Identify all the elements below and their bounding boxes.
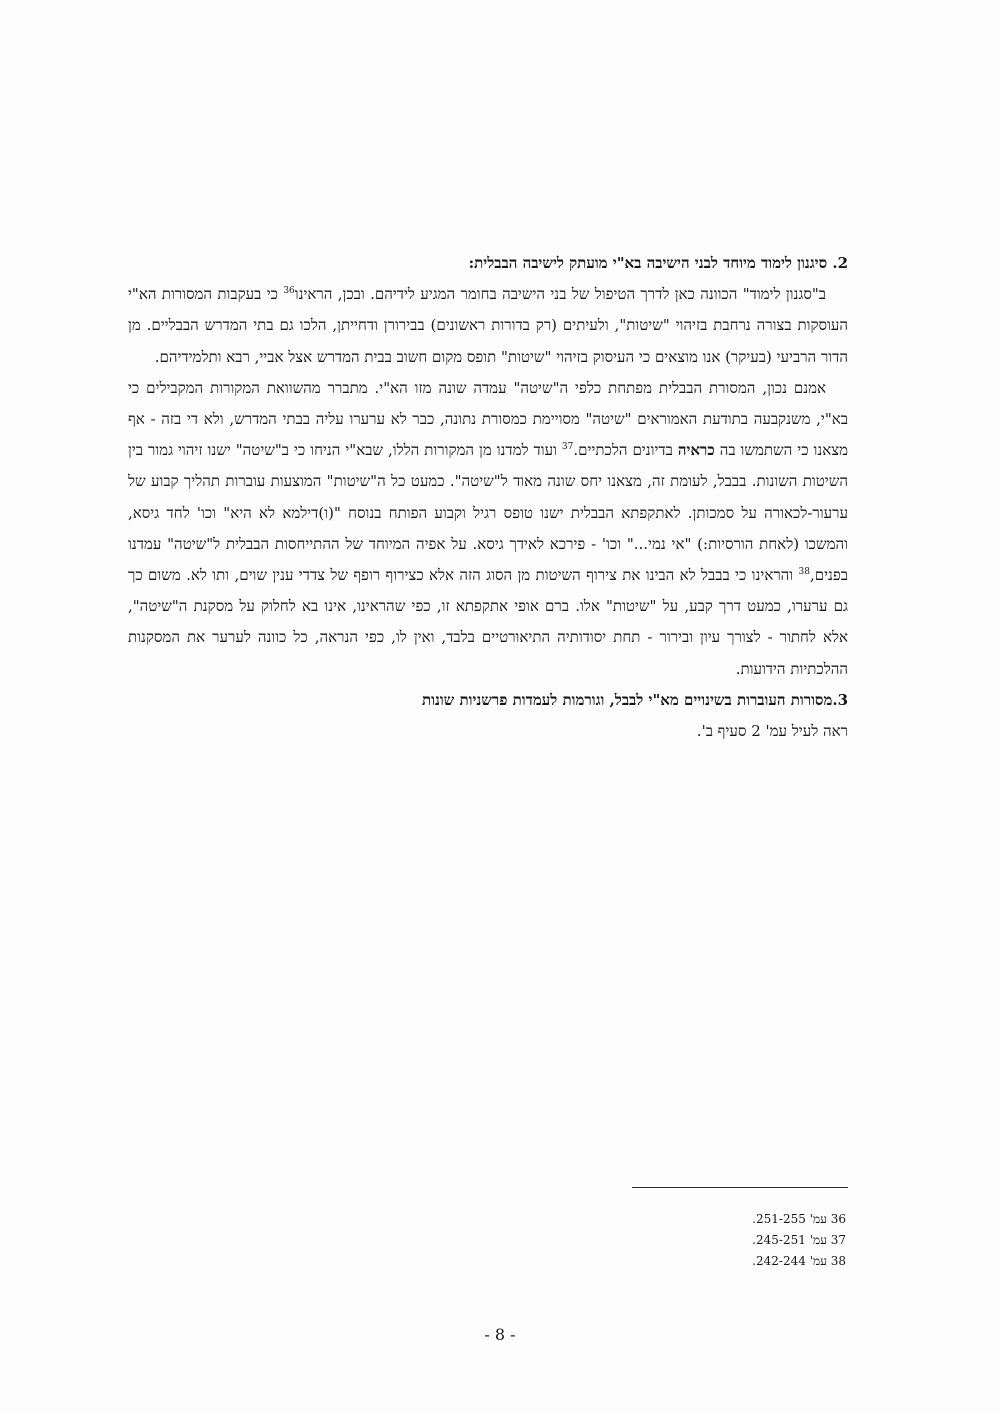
section-2-paragraph-2 [128,373,848,685]
footnote-ref-37[interactable]: 37 [561,442,574,453]
footnote-ref-38[interactable]: 38 [798,567,810,578]
footnote-38: 38 עמ' 242-244. [752,1254,846,1268]
paragraph-text: ב"סגנון לימוד" הכוונה כאן לדרך הטיפול של בני הישיבה בחומר המגיע לידיהם. ובכן, הראינו [294,285,826,304]
footnote-36: 36 עמ' 251-255. [752,1212,846,1226]
section-3-body: ראה לעיל עמ' 2 סעיף ב'. [696,722,848,741]
paragraph-text: בדיונים הלכתיים. [573,441,678,460]
footnote-divider [632,1187,848,1188]
emphasis-text: כראיה [677,441,715,460]
section-3-heading: 3.מסורות העוברות בשינויים מא"י לבבל, וגורמות לעמדות פרשניות שונות [421,690,848,709]
page-number: - 8 - [484,1325,516,1344]
paragraph-text: אמנם נכון, המסורת הבבלית מפתחת כלפי ה"שיטה" עמדה שונה מזו הא"י. מתברר מהשוואת המקורות המקבילים כי בא"י, משנקבעה בתודעת האמוראים "שיטה" מסויימת כמסורת נתונה, כבר לא ערערו עליה בבתי המדרש, ולא די בזה - אף מצאנו כי השתמשו בה [128,378,848,460]
footnote-37: 37 עמ' 245-251. [752,1233,846,1247]
section-2-paragraph-1 [128,279,848,373]
main-text [128,248,848,747]
footnotes [700,1209,846,1272]
paragraph-text: כי בעקבות המסורות הא"י העוסקות בצורה נרחבת בזיהוי "שיטות", ולעיתים (רק בדורות ראשונים) בבירורן ודחייתן, הלכו גם בתי המדרש הבבליים. מן הדור הרביעי (בעיקר) אנו מוצאים כי העיסוק בזיהוי "שיטות" תופס מקום חשוב בבית המדרש אצל אביי, רבא ותלמידיהם. [128,285,848,366]
paragraph-text: והראינו כי בבבל לא הבינו את צירוף השיטות מן הסוג הזה אלא כצירוף רופף של צדדי ענין שוים, ותו לא. משום כך גם ערערו, כמעט דרך קבע, על "שיטות" אלו. ברם אופי אתקפתא זו, כפי שהראינו, אינו בא לחלוק על מסקנת ה"שיטה", אלא לחתור - לצורך עיון ובירור - תחת יסודותיה התיאורטיים בלבד, ואין לו, כפי הנראה, כל כוונה לערער את המסקנות ההלכתיות הידועות. [128,566,848,678]
footnote-ref-36[interactable]: 36 [283,286,295,297]
section-2-heading: 2. סיגנון לימוד מיוחד לבני הישיבה בא"י מועתק לישיבה הבבלית: [468,254,848,272]
paragraph-text: ועוד למדנו מן המקורות הללו, שבא"י הניחו כי ב"שיטה" ישנו זיהוי גמור בין השיטות השונות. בבבל, לעומת זה, מצאנו יחס שונה מאוד ל"שיטה". כמעט כל ה"שיטות" המוצעות עוברות תהליך קבוע של ערעור-לכאורה על סמכותן. לאתקפתא הבבלית ישנו טופס רגיל וקבוע הפותח בנוסח "(ו)דילמא לא היא" וכו' לחד גיסא, והמשכו (לאחת הורסיות:) "אי נמי..." וכו' - פירכא לאידך גיסא. על אפיה המיוחד של ההתייחסות הבבלית ל"שיטה" עמדנו בפנים, [128,441,848,585]
